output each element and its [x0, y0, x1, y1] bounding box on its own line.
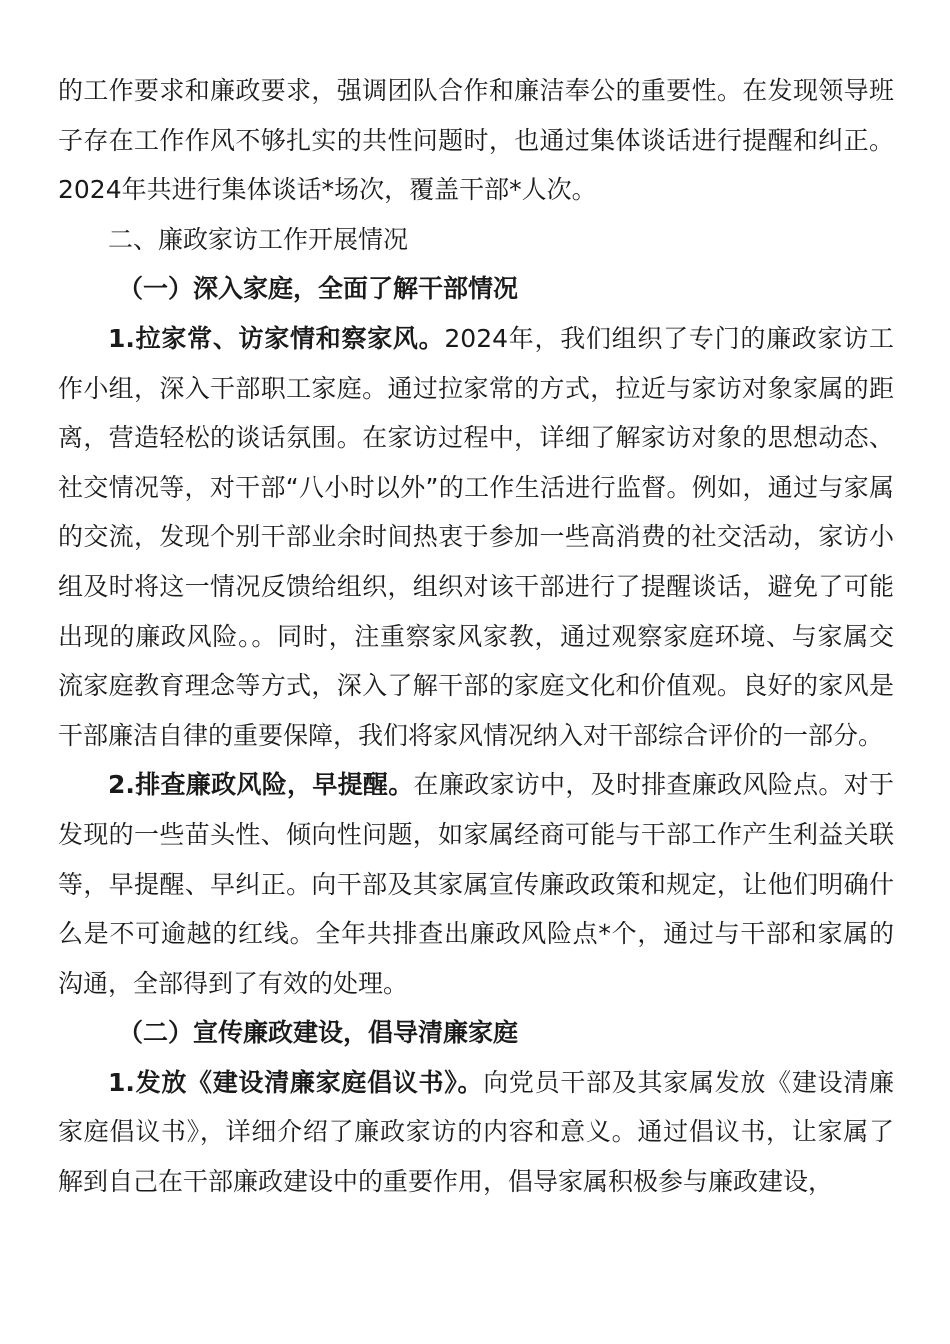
item-body-2: 在廉政家访中，及时排查廉政风险点。对于发现的一些苗头性、倾向性问题，如家属经商可能与干部工作产生利益关联等，早提醒、早纠正。向干部及其家属宣传廉政政策和规定，让他们明确什么是不可逾越的红线。全年共排查出廉政风险点*个，通过与干部和家属的沟通，全部得到了有效的处理。	[58, 770, 894, 998]
item-body-1: 2024年，我们组织了专门的廉政家访工作小组，深入干部职工家庭。通过拉家常的方式，拉近与家访对象家属的距离，营造轻松的谈话氛围。在家访过程中，详细了解家访对象的思想动态、社交情况等，对干部“八小时以外”的工作生活进行监督。例如，通过与家属的交流，发现个别干部业余时间热衷于参加一些高消费的社交活动，家访小组及时将这一情况反馈给组织，组织对该干部进行了提醒谈话，避免了可能出现的廉政风险。。同时，注重察家风家教，通过观察家庭环境、与家属交流家庭教育理念等方式，深入了解干部的家庭文化和价值观。良好的家风是干部廉洁自律的重要保障，我们将家风情况纳入对干部综合评价的一部分。	[58, 323, 894, 750]
item-title-2: 2.排查廉政风险，早提醒。	[108, 770, 414, 800]
item-paragraph-1	[58, 314, 894, 760]
document-body	[58, 66, 894, 1207]
item-paragraph-2	[58, 760, 894, 1008]
item-paragraph-3	[58, 1058, 894, 1207]
item-title-1: 1.拉家常、访家情和察家风。	[108, 323, 445, 353]
subsection-heading-2: （二）宣传廉政建设，倡导清廉家庭	[118, 1018, 519, 1048]
item-title-3: 1.发放《建设清廉家庭倡议书》。	[108, 1067, 484, 1097]
intro-paragraph: 的工作要求和廉政要求，强调团队合作和廉洁奉公的重要性。在发现领导班子存在工作作风不够扎实的共性问题时，也通过集体谈话进行提醒和纠正。2024年共进行集体谈话*场次，覆盖干部*人次。	[58, 76, 894, 205]
subsection-heading-1: （一）深入家庭，全面了解干部情况	[118, 274, 519, 304]
item-body-3: 向党员干部及其家属发放《建设清廉家庭倡议书》，详细介绍了廉政家访的内容和意义。通过倡议书，让家属了解到自己在干部廉政建设中的重要作用，倡导家属积极参与廉政建设，	[58, 1067, 894, 1197]
section-heading: 二、廉政家访工作开展情况	[108, 224, 409, 254]
